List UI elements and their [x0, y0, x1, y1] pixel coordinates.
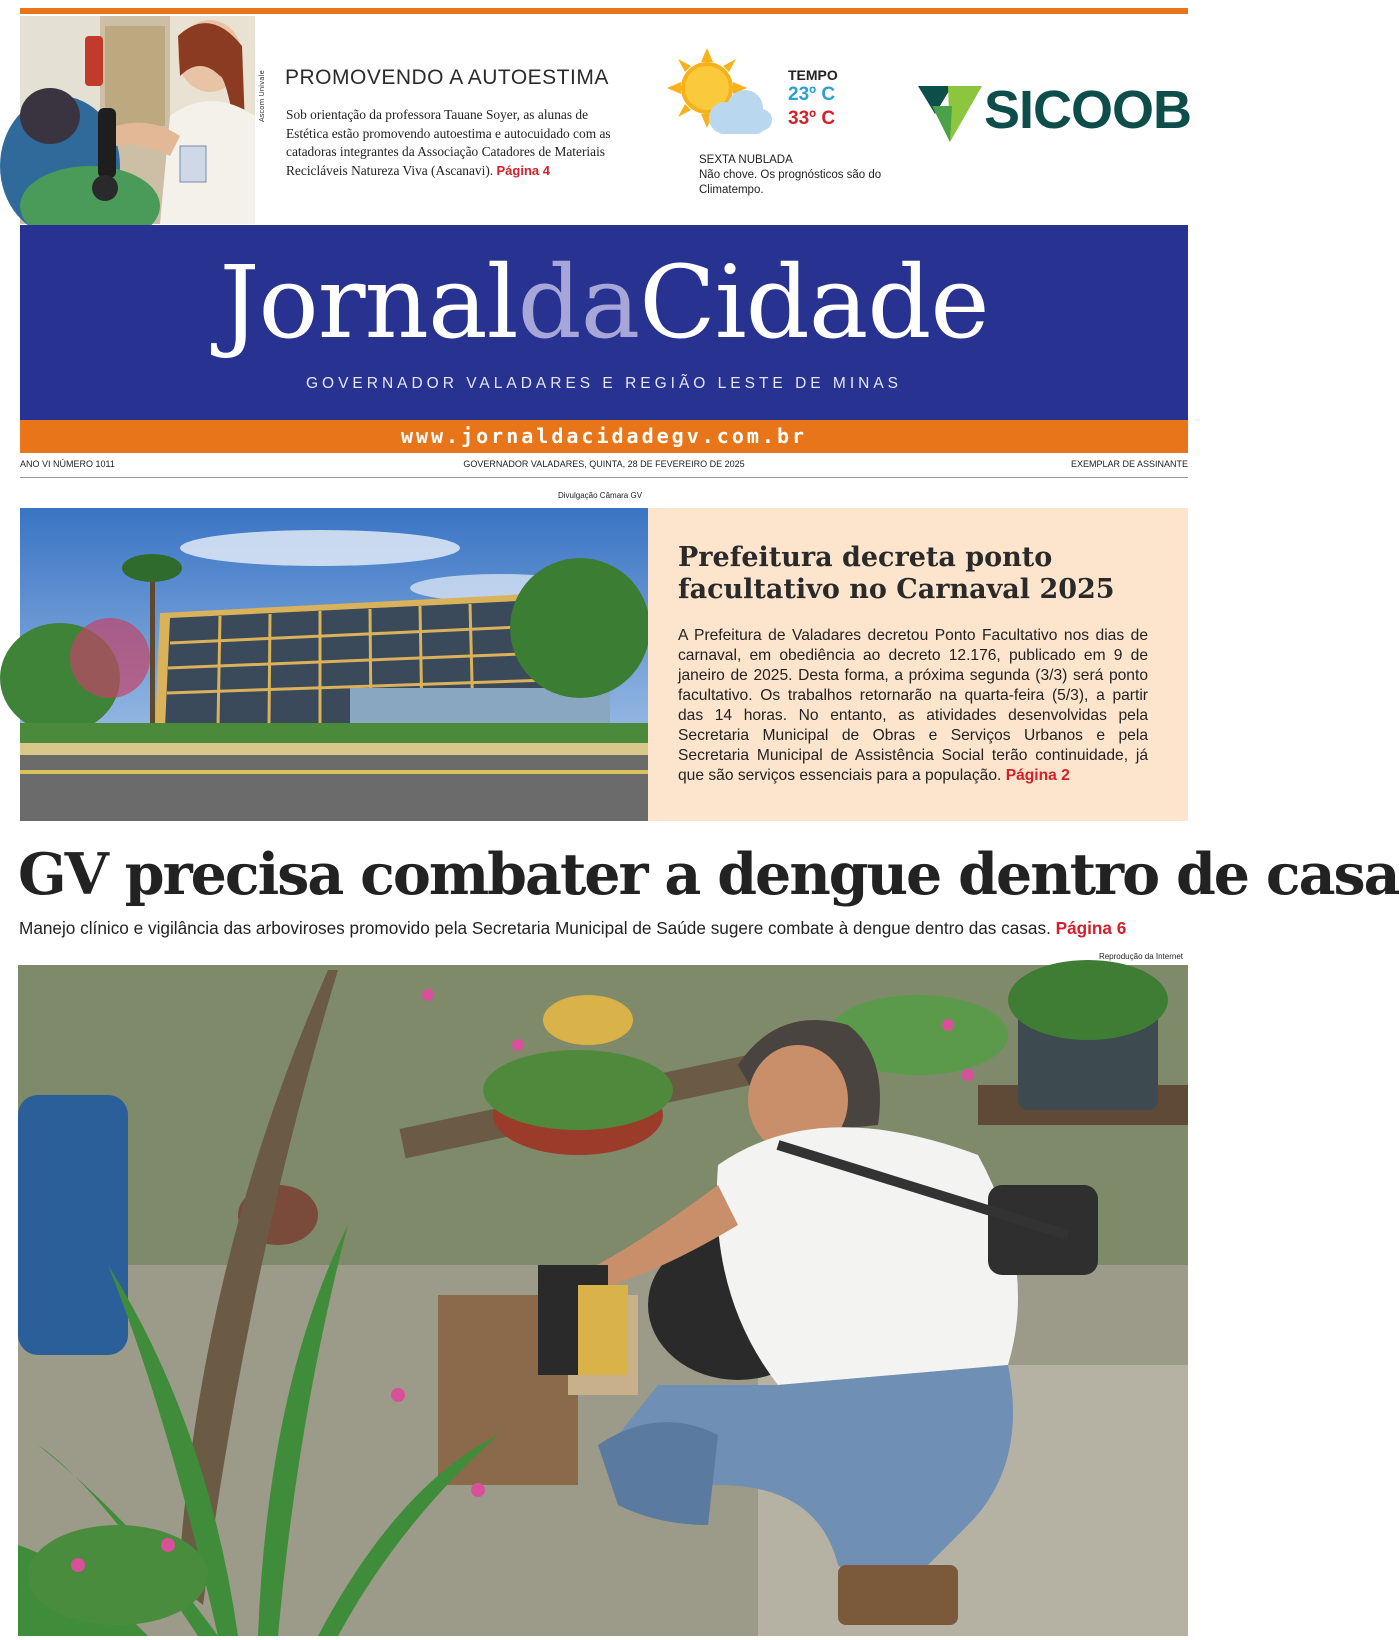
- teaser-photo-credit: Ascom Univale: [258, 70, 266, 122]
- weather-description: Não chove. Os prognósticos são do Climatempo.: [699, 169, 882, 196]
- story1-page-link[interactable]: Página 2: [1005, 767, 1070, 784]
- story1-body: [678, 626, 1148, 786]
- main-photo-credit: Reprodução da Internet: [1098, 952, 1183, 961]
- masthead-title-jornal: Jornal: [219, 244, 518, 361]
- teaser-body: Sob orientação da professora Tauane Soyer, as alunas de Estética estão promovendo autoestima e autocuidado com as catadoras integrantes da Associação Catadores de Materiais Recicláveis Natureza Viva (Ascanavi).: [286, 107, 611, 178]
- edition-copy-type: EXEMPLAR DE ASSINANTE: [1070, 459, 1188, 469]
- edition-date: GOVERNADOR VALADARES, QUINTA, 28 DE FEVEREIRO DE 2025: [463, 459, 745, 469]
- sun-cloud-icon: [667, 48, 772, 143]
- main-photo: [18, 965, 1188, 1636]
- divider: [20, 477, 1188, 478]
- url-bar: [20, 420, 1188, 453]
- weather-label: TEMPO: [788, 67, 838, 83]
- site-url-link[interactable]: www.jornaldacidadegv.com.br: [400, 424, 808, 448]
- masthead-title-cidade: Cidade: [639, 244, 989, 361]
- teaser-photo: [20, 16, 255, 224]
- weather-condition: SEXTA NUBLADA: [699, 154, 793, 166]
- story1-box: [648, 508, 1188, 821]
- sicoob-logo-icon[interactable]: [918, 84, 982, 142]
- main-headline[interactable]: GV precisa combater a dengue dentro de casa: [18, 841, 1399, 908]
- masthead-title-da: da: [517, 244, 640, 361]
- weather-min-temp: 23º C: [788, 84, 836, 105]
- masthead-title[interactable]: [20, 243, 1188, 363]
- main-page-link[interactable]: Página 6: [1055, 918, 1127, 938]
- story1-photo-credit: Divulgação Câmara GV: [558, 491, 643, 500]
- teaser-page-link[interactable]: Página 4: [496, 162, 550, 178]
- masthead: [20, 225, 1188, 420]
- edition-row: [20, 459, 1188, 475]
- main-deck: [19, 918, 1194, 939]
- edition-number: ANO VI NÚMERO 1011: [20, 459, 115, 469]
- teaser-title: PROMOVENDO A AUTOESTIMA: [285, 66, 609, 89]
- story1-text: A Prefeitura de Valadares decretou Ponto Facultativo nos dias de carnaval, em obediência ao decreto 12.176, publicado em 9 de janeiro de 2025. Desta forma, a próxima segunda (3/3) será ponto facultativo. Os trabalhos retornarão na quarta-feira (5/3), a partir das 14 horas. No entanto, as atividades desenvolvidas pela Secretaria Municipal de Obras e Serviços Urbanos e pela Secretaria Municipal de Assistência Social terão continuidade, já que são serviços essenciais para a população.: [678, 627, 1148, 784]
- sponsor-name[interactable]: SICOOB: [984, 80, 1192, 140]
- story1-title[interactable]: Prefeitura decreta ponto facultativo no Carnaval 2025: [678, 542, 1115, 605]
- masthead-subtitle: GOVERNADOR VALADARES E REGIÃO LESTE DE MINAS: [305, 375, 903, 392]
- top-accent-bar: [20, 8, 1188, 14]
- teaser-text: [286, 106, 616, 180]
- main-deck-text: Manejo clínico e vigilância das arboviroses promovido pela Secretaria Municipal de Saúde sugere combate à dengue dentro das casas.: [19, 918, 1051, 938]
- story1-photo: [20, 508, 648, 821]
- weather-max-temp: 33º C: [788, 108, 836, 129]
